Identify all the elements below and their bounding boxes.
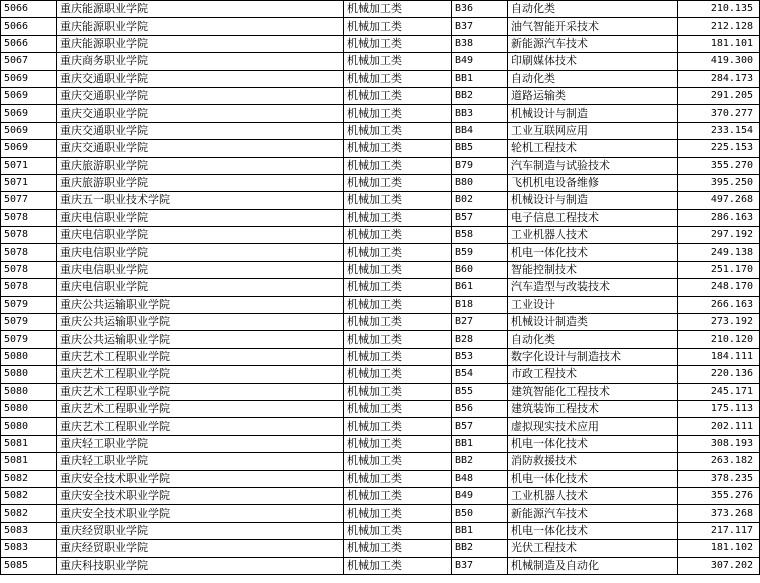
school-name-cell: 重庆能源职业学院	[57, 35, 344, 52]
category-cell: 机械加工类	[344, 157, 452, 174]
school-name-cell: 重庆公共运输职业学院	[57, 296, 344, 313]
score-cell: 249.138	[678, 244, 760, 261]
category-cell: 机械加工类	[344, 314, 452, 331]
school-code-cell: 5083	[1, 540, 57, 557]
category-cell: 机械加工类	[344, 35, 452, 52]
category-cell: 机械加工类	[344, 435, 452, 452]
category-cell: 机械加工类	[344, 505, 452, 522]
table-row	[1, 540, 760, 557]
major-code-cell: B61	[452, 279, 508, 296]
school-name-cell: 重庆交通职业学院	[57, 140, 344, 157]
score-cell: 307.202	[678, 557, 760, 574]
major-code-cell: BB2	[452, 453, 508, 470]
category-cell: 机械加工类	[344, 279, 452, 296]
major-code-cell: BB2	[452, 540, 508, 557]
school-name-cell: 重庆安全技术职业学院	[57, 487, 344, 504]
category-cell: 机械加工类	[344, 70, 452, 87]
major-code-cell: BB3	[452, 105, 508, 122]
school-code-cell: 5078	[1, 209, 57, 226]
table-row	[1, 244, 760, 261]
school-name-cell: 重庆交通职业学院	[57, 122, 344, 139]
category-cell: 机械加工类	[344, 87, 452, 104]
table-row	[1, 453, 760, 470]
school-name-cell: 重庆艺术工程职业学院	[57, 348, 344, 365]
major-code-cell: B79	[452, 157, 508, 174]
score-cell: 181.102	[678, 540, 760, 557]
school-code-cell: 5066	[1, 35, 57, 52]
school-code-cell: 5080	[1, 383, 57, 400]
category-cell: 机械加工类	[344, 227, 452, 244]
major-name-cell: 印刷媒体技术	[508, 53, 678, 70]
category-cell: 机械加工类	[344, 522, 452, 539]
table-row	[1, 18, 760, 35]
table-row	[1, 418, 760, 435]
school-name-cell: 重庆旅游职业学院	[57, 174, 344, 191]
table-row	[1, 366, 760, 383]
school-code-cell: 5071	[1, 174, 57, 191]
major-code-cell: B37	[452, 557, 508, 574]
major-code-cell: B18	[452, 296, 508, 313]
score-cell: 217.117	[678, 522, 760, 539]
table-row	[1, 105, 760, 122]
table-row	[1, 70, 760, 87]
score-cell: 202.111	[678, 418, 760, 435]
category-cell: 机械加工类	[344, 383, 452, 400]
table-row	[1, 505, 760, 522]
table-row	[1, 522, 760, 539]
school-code-cell: 5080	[1, 400, 57, 417]
table-row	[1, 209, 760, 226]
major-code-cell: BB4	[452, 122, 508, 139]
major-name-cell: 电子信息工程技术	[508, 209, 678, 226]
school-code-cell: 5078	[1, 261, 57, 278]
category-cell: 机械加工类	[344, 174, 452, 191]
table-row	[1, 470, 760, 487]
category-cell: 机械加工类	[344, 418, 452, 435]
school-name-cell: 重庆经贸职业学院	[57, 540, 344, 557]
major-name-cell: 机械设计与制造	[508, 105, 678, 122]
major-name-cell: 机电一体化技术	[508, 522, 678, 539]
school-name-cell: 重庆交通职业学院	[57, 87, 344, 104]
school-name-cell: 重庆能源职业学院	[57, 18, 344, 35]
major-code-cell: B49	[452, 487, 508, 504]
score-cell: 263.182	[678, 453, 760, 470]
category-cell: 机械加工类	[344, 366, 452, 383]
table-row	[1, 192, 760, 209]
score-cell: 210.135	[678, 1, 760, 18]
major-code-cell: BB2	[452, 87, 508, 104]
category-cell: 机械加工类	[344, 209, 452, 226]
category-cell: 机械加工类	[344, 400, 452, 417]
school-name-cell: 重庆艺术工程职业学院	[57, 383, 344, 400]
school-name-cell: 重庆交通职业学院	[57, 70, 344, 87]
major-name-cell: 工业机器人技术	[508, 227, 678, 244]
school-code-cell: 5066	[1, 1, 57, 18]
school-code-cell: 5066	[1, 18, 57, 35]
major-code-cell: B54	[452, 366, 508, 383]
major-name-cell: 工业互联网应用	[508, 122, 678, 139]
major-code-cell: B57	[452, 418, 508, 435]
table-row	[1, 122, 760, 139]
table-row	[1, 435, 760, 452]
table-row	[1, 53, 760, 70]
score-cell: 355.270	[678, 157, 760, 174]
table-row	[1, 487, 760, 504]
major-name-cell: 机械设计与制造	[508, 192, 678, 209]
school-name-cell: 重庆电信职业学院	[57, 244, 344, 261]
category-cell: 机械加工类	[344, 1, 452, 18]
score-cell: 395.250	[678, 174, 760, 191]
major-code-cell: B50	[452, 505, 508, 522]
score-cell: 210.120	[678, 331, 760, 348]
major-code-cell: B37	[452, 18, 508, 35]
school-code-cell: 5082	[1, 505, 57, 522]
major-name-cell: 油气智能开采技术	[508, 18, 678, 35]
major-name-cell: 自动化类	[508, 1, 678, 18]
school-name-cell: 重庆艺术工程职业学院	[57, 400, 344, 417]
score-cell: 355.276	[678, 487, 760, 504]
table-row	[1, 331, 760, 348]
category-cell: 机械加工类	[344, 557, 452, 574]
score-cell: 378.235	[678, 470, 760, 487]
table-row	[1, 383, 760, 400]
major-name-cell: 机械设计制造类	[508, 314, 678, 331]
score-cell: 297.192	[678, 227, 760, 244]
score-cell: 245.171	[678, 383, 760, 400]
major-code-cell: BB1	[452, 70, 508, 87]
major-code-cell: B48	[452, 470, 508, 487]
major-code-cell: B80	[452, 174, 508, 191]
major-name-cell: 机电一体化技术	[508, 244, 678, 261]
school-name-cell: 重庆商务职业学院	[57, 53, 344, 70]
major-name-cell: 市政工程技术	[508, 366, 678, 383]
score-cell: 181.101	[678, 35, 760, 52]
table-row	[1, 557, 760, 574]
school-code-cell: 5078	[1, 279, 57, 296]
table-row	[1, 227, 760, 244]
major-name-cell: 道路运输类	[508, 87, 678, 104]
score-cell: 248.170	[678, 279, 760, 296]
category-cell: 机械加工类	[344, 453, 452, 470]
table-row	[1, 279, 760, 296]
major-code-cell: B56	[452, 400, 508, 417]
school-code-cell: 5069	[1, 70, 57, 87]
school-name-cell: 重庆科技职业学院	[57, 557, 344, 574]
school-name-cell: 重庆电信职业学院	[57, 279, 344, 296]
major-name-cell: 汽车制造与试验技术	[508, 157, 678, 174]
school-code-cell: 5080	[1, 348, 57, 365]
score-cell: 286.163	[678, 209, 760, 226]
table-row	[1, 140, 760, 157]
major-name-cell: 工业机器人技术	[508, 487, 678, 504]
school-name-cell: 重庆公共运输职业学院	[57, 331, 344, 348]
table-row	[1, 87, 760, 104]
category-cell: 机械加工类	[344, 331, 452, 348]
school-name-cell: 重庆经贸职业学院	[57, 522, 344, 539]
major-code-cell: B57	[452, 209, 508, 226]
category-cell: 机械加工类	[344, 261, 452, 278]
school-code-cell: 5069	[1, 140, 57, 157]
major-name-cell: 自动化类	[508, 70, 678, 87]
score-cell: 225.153	[678, 140, 760, 157]
major-name-cell: 数字化设计与制造技术	[508, 348, 678, 365]
major-name-cell: 虚拟现实技术应用	[508, 418, 678, 435]
category-cell: 机械加工类	[344, 192, 452, 209]
major-name-cell: 建筑装饰工程技术	[508, 400, 678, 417]
school-code-cell: 5067	[1, 53, 57, 70]
table-row	[1, 296, 760, 313]
category-cell: 机械加工类	[344, 244, 452, 261]
school-name-cell: 重庆电信职业学院	[57, 227, 344, 244]
score-cell: 284.173	[678, 70, 760, 87]
major-code-cell: B38	[452, 35, 508, 52]
score-cell: 266.163	[678, 296, 760, 313]
school-code-cell: 5078	[1, 227, 57, 244]
score-cell: 370.277	[678, 105, 760, 122]
major-name-cell: 智能控制技术	[508, 261, 678, 278]
school-code-cell: 5069	[1, 105, 57, 122]
major-code-cell: B27	[452, 314, 508, 331]
category-cell: 机械加工类	[344, 487, 452, 504]
category-cell: 机械加工类	[344, 105, 452, 122]
school-code-cell: 5079	[1, 331, 57, 348]
major-name-cell: 机电一体化技术	[508, 435, 678, 452]
major-name-cell: 汽车造型与改装技术	[508, 279, 678, 296]
major-code-cell: B02	[452, 192, 508, 209]
table-row	[1, 35, 760, 52]
school-name-cell: 重庆安全技术职业学院	[57, 470, 344, 487]
score-cell: 419.300	[678, 53, 760, 70]
table-row	[1, 261, 760, 278]
major-name-cell: 新能源汽车技术	[508, 505, 678, 522]
score-cell: 273.192	[678, 314, 760, 331]
school-code-cell: 5080	[1, 366, 57, 383]
major-code-cell: B59	[452, 244, 508, 261]
school-name-cell: 重庆电信职业学院	[57, 261, 344, 278]
table-row	[1, 1, 760, 18]
school-name-cell: 重庆安全技术职业学院	[57, 505, 344, 522]
table-row	[1, 400, 760, 417]
school-name-cell: 重庆艺术工程职业学院	[57, 418, 344, 435]
category-cell: 机械加工类	[344, 348, 452, 365]
table-row	[1, 174, 760, 191]
major-name-cell: 新能源汽车技术	[508, 35, 678, 52]
school-name-cell: 重庆交通职业学院	[57, 105, 344, 122]
score-cell: 308.193	[678, 435, 760, 452]
school-code-cell: 5079	[1, 296, 57, 313]
score-cell: 497.268	[678, 192, 760, 209]
major-code-cell: BB5	[452, 140, 508, 157]
category-cell: 机械加工类	[344, 540, 452, 557]
school-code-cell: 5069	[1, 122, 57, 139]
major-name-cell: 工业设计	[508, 296, 678, 313]
major-code-cell: B28	[452, 331, 508, 348]
major-code-cell: B36	[452, 1, 508, 18]
school-name-cell: 重庆公共运输职业学院	[57, 314, 344, 331]
major-name-cell: 轮机工程技术	[508, 140, 678, 157]
table-row	[1, 314, 760, 331]
major-code-cell: BB1	[452, 435, 508, 452]
major-code-cell: BB1	[452, 522, 508, 539]
category-cell: 机械加工类	[344, 470, 452, 487]
major-name-cell: 机械制造及自动化	[508, 557, 678, 574]
category-cell: 机械加工类	[344, 122, 452, 139]
score-cell: 291.205	[678, 87, 760, 104]
school-code-cell: 5077	[1, 192, 57, 209]
school-code-cell: 5083	[1, 522, 57, 539]
score-cell: 212.128	[678, 18, 760, 35]
major-code-cell: B55	[452, 383, 508, 400]
major-name-cell: 机电一体化技术	[508, 470, 678, 487]
major-code-cell: B60	[452, 261, 508, 278]
school-code-cell: 5081	[1, 435, 57, 452]
school-name-cell: 重庆能源职业学院	[57, 1, 344, 18]
major-name-cell: 自动化类	[508, 331, 678, 348]
score-cell: 220.136	[678, 366, 760, 383]
school-code-cell: 5082	[1, 470, 57, 487]
score-cell: 175.113	[678, 400, 760, 417]
school-code-cell: 5085	[1, 557, 57, 574]
score-cell: 184.111	[678, 348, 760, 365]
major-name-cell: 消防救援技术	[508, 453, 678, 470]
school-name-cell: 重庆轻工职业学院	[57, 435, 344, 452]
school-code-cell: 5078	[1, 244, 57, 261]
school-name-cell: 重庆轻工职业学院	[57, 453, 344, 470]
school-code-cell: 5080	[1, 418, 57, 435]
major-code-cell: B58	[452, 227, 508, 244]
category-cell: 机械加工类	[344, 140, 452, 157]
table-row	[1, 157, 760, 174]
table-row	[1, 348, 760, 365]
school-code-cell: 5081	[1, 453, 57, 470]
category-cell: 机械加工类	[344, 296, 452, 313]
school-code-cell: 5079	[1, 314, 57, 331]
major-code-cell: B53	[452, 348, 508, 365]
school-name-cell: 重庆五一职业技术学院	[57, 192, 344, 209]
major-name-cell: 建筑智能化工程技术	[508, 383, 678, 400]
major-code-cell: B49	[452, 53, 508, 70]
score-cell: 233.154	[678, 122, 760, 139]
school-code-cell: 5071	[1, 157, 57, 174]
category-cell: 机械加工类	[344, 53, 452, 70]
major-name-cell: 飞机机电设备维修	[508, 174, 678, 191]
school-code-cell: 5082	[1, 487, 57, 504]
score-cell: 251.170	[678, 261, 760, 278]
major-name-cell: 光伏工程技术	[508, 540, 678, 557]
school-name-cell: 重庆艺术工程职业学院	[57, 366, 344, 383]
school-name-cell: 重庆旅游职业学院	[57, 157, 344, 174]
school-name-cell: 重庆电信职业学院	[57, 209, 344, 226]
score-cell: 373.268	[678, 505, 760, 522]
school-code-cell: 5069	[1, 87, 57, 104]
category-cell: 机械加工类	[344, 18, 452, 35]
